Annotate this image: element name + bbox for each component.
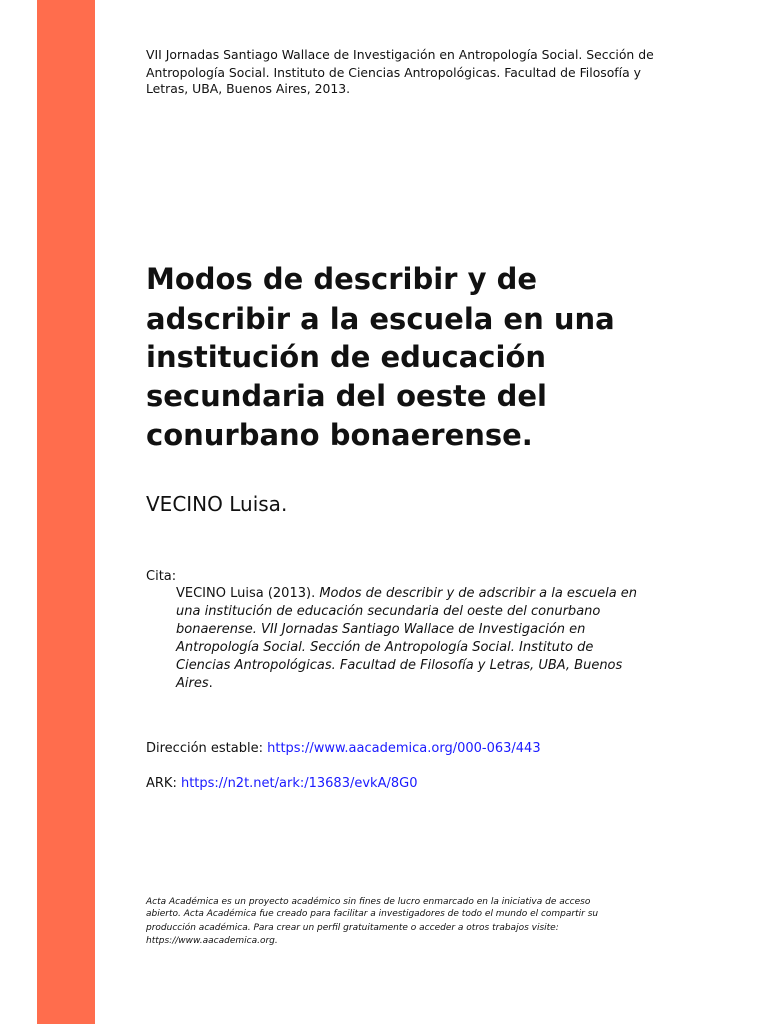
- citation-line: [176, 639, 593, 657]
- citation-source-part: Ciencias Antropológicas. Facultad de Filosofía y Letras, UBA, Buenos: [176, 658, 623, 673]
- header-line: Antropología Social. Instituto de Ciencias Antropológicas. Facultad de Filosofía y: [146, 65, 641, 80]
- footer-line: abierto. Acta Académica fue creado para facilitar a investigadores de todo el mundo el compartir su: [146, 909, 599, 919]
- title-line: secundaria del oeste del: [146, 379, 547, 413]
- citation-line: [176, 675, 213, 693]
- citation-end: .: [208, 676, 213, 691]
- footer-line: https://www.aacademica.org.: [146, 936, 278, 946]
- side-color-band: [37, 0, 95, 1024]
- author-name: VECINO Luisa.: [146, 492, 288, 516]
- stable-address-label: Dirección estable:: [146, 741, 268, 756]
- stable-address-link[interactable]: https://www.aacademica.org/000-063/443: [267, 741, 541, 756]
- citation-source-part: Aires: [176, 676, 209, 691]
- title-line: Modos de describir y de: [146, 262, 537, 296]
- title-line: institución de educación: [146, 340, 547, 374]
- stable-address: [146, 740, 541, 758]
- header-line: Letras, UBA, Buenos Aires, 2013.: [146, 81, 351, 96]
- citation-label: Cita:: [146, 569, 177, 584]
- footer-line: Acta Académica es un proyecto académico sin fines de lucro enmarcado en la iniciativa de acceso: [146, 897, 591, 907]
- citation-source-part: bonaerense. VII Jornadas Santiago Wallace de Investigación en: [176, 622, 586, 637]
- title-line: conurbano bonaerense.: [146, 418, 533, 452]
- footer-line: producción académica. Para crear un perfil gratuitamente o acceder a otros trabajos visite:: [146, 923, 559, 933]
- title-line: adscribir a la escuela en una: [146, 302, 615, 336]
- ark-reference: [146, 775, 417, 793]
- citation-title-part: Modos de describir y de adscribir a la escuela en: [319, 586, 638, 601]
- citation-source-part: Antropología Social. Sección de Antropología Social. Instituto de: [176, 640, 594, 655]
- ark-label: ARK:: [146, 776, 181, 791]
- citation-line: [176, 657, 622, 675]
- ark-link[interactable]: https://n2t.net/ark:/13683/evkA/8G0: [180, 776, 418, 791]
- citation-line: [176, 603, 600, 621]
- header-line: VII Jornadas Santiago Wallace de Investigación en Antropología Social. Sección de: [146, 47, 654, 62]
- citation-author-year: VECINO Luisa (2013).: [176, 586, 320, 601]
- citation-line: [176, 585, 637, 603]
- citation-title-part: una institución de educación secundaria del oeste del conurbano: [176, 604, 601, 619]
- citation-line: [176, 621, 585, 639]
